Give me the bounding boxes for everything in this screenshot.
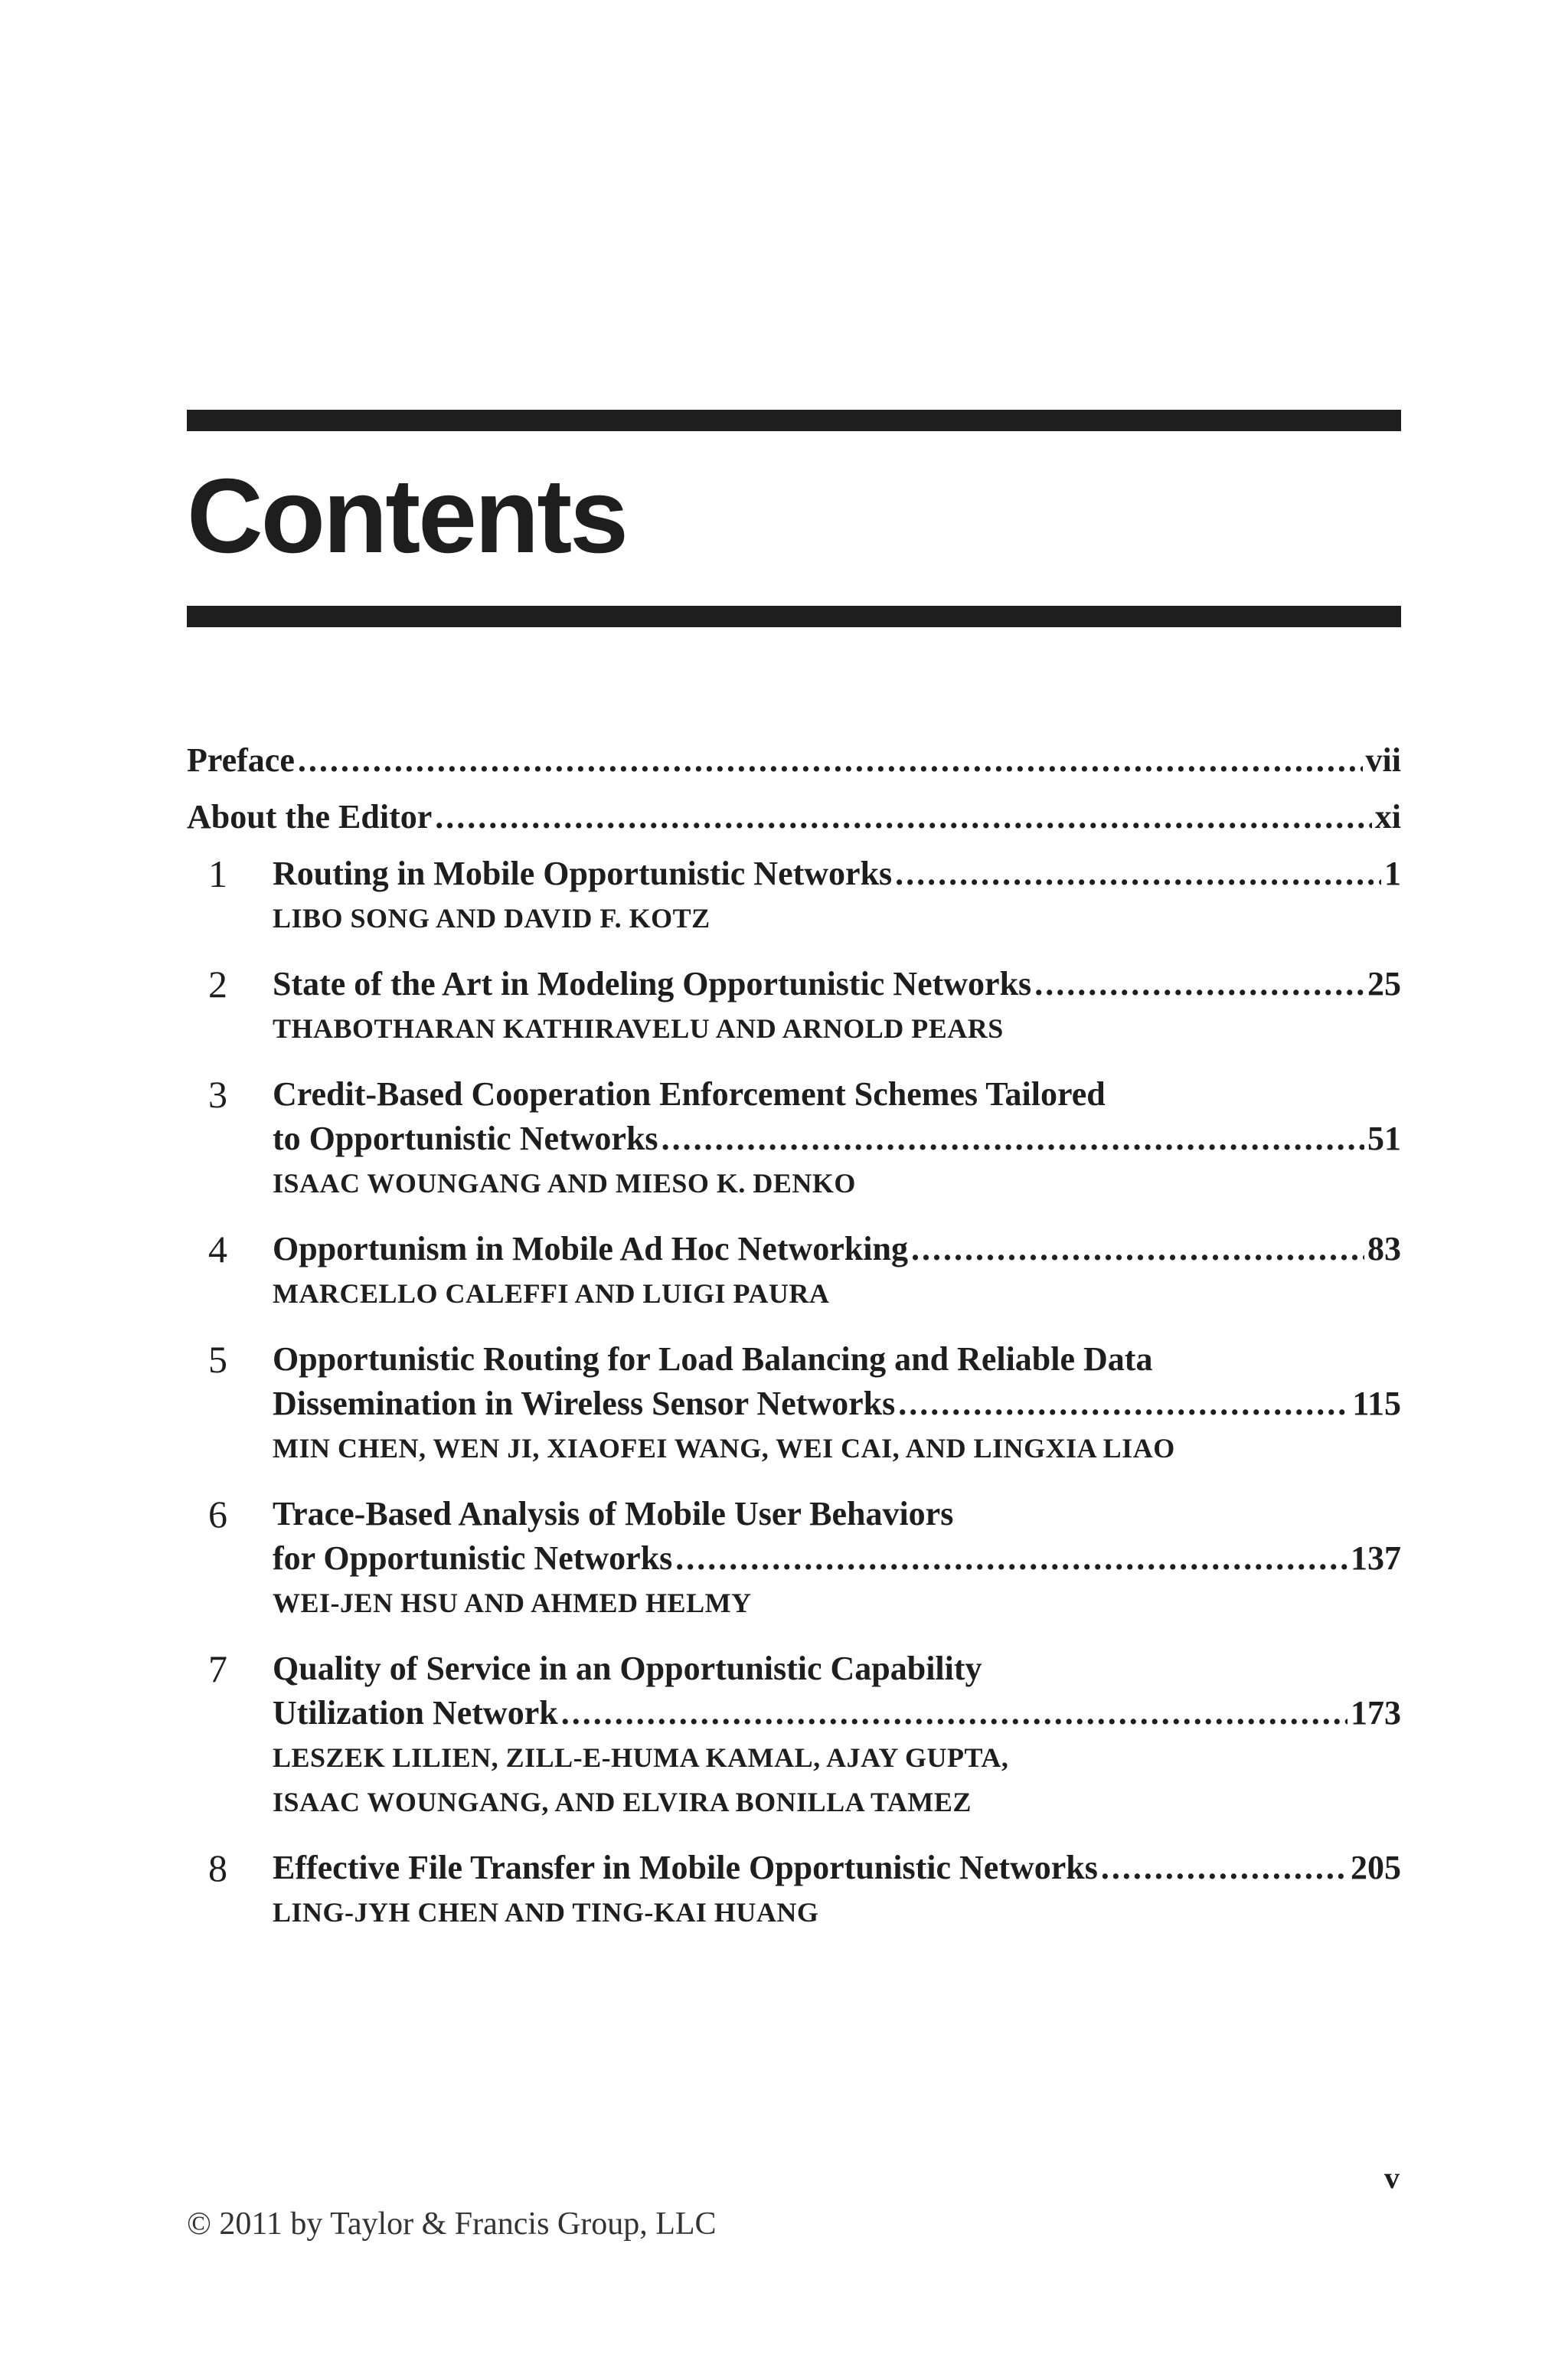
dot-leader — [898, 1382, 1349, 1426]
chapter-authors: ISAAC WOUNGANG, AND ELVIRA BONILLA TAMEZ — [273, 1787, 972, 1817]
page-number: 1 — [1384, 855, 1401, 892]
chapter-title: Credit-Based Cooperation Enforcement Schemes Tailored — [273, 1075, 1106, 1113]
toc-entry-preface[interactable] — [187, 738, 1401, 783]
chapter-title-line — [273, 1846, 1401, 1890]
dot-leader — [1101, 1846, 1348, 1890]
chapter-title-line — [273, 1536, 1401, 1581]
toc-chapter-entry[interactable] — [187, 1227, 1401, 1316]
chapter-title-line — [273, 1337, 1401, 1382]
page-title: Contents — [187, 457, 626, 575]
chapter-number: 5 — [208, 1338, 227, 1381]
toc-chapter-entry[interactable] — [187, 1647, 1401, 1824]
dot-leader — [561, 1691, 1348, 1735]
chapter-number: 4 — [208, 1228, 227, 1271]
toc-chapter-entry[interactable] — [187, 1072, 1401, 1205]
chapter-title: Utilization Network — [273, 1694, 558, 1732]
page-number: 173 — [1351, 1694, 1401, 1732]
chapter-title: State of the Art in Modeling Opportunistic Networks — [273, 965, 1032, 1002]
chapter-title-line — [273, 1382, 1401, 1426]
chapter-title-line — [273, 1117, 1401, 1161]
page-number: 83 — [1367, 1230, 1401, 1267]
chapter-title: Opportunism in Mobile Ad Hoc Networking — [273, 1230, 908, 1267]
page-number: 25 — [1367, 965, 1401, 1002]
chapter-title-line — [273, 1492, 1401, 1536]
chapter-authors: MIN CHEN, WEN JI, XIAOFEI WANG, WEI CAI, AND LINGXIA LIAO — [273, 1433, 1175, 1464]
title-rule-top — [187, 410, 1401, 431]
chapter-number: 8 — [208, 1846, 227, 1889]
chapter-number: 1 — [208, 852, 227, 895]
dot-leader — [895, 852, 1381, 896]
page-number: 51 — [1367, 1120, 1401, 1157]
chapter-authors: LIBO SONG AND DAVID F. KOTZ — [273, 903, 710, 934]
chapter-title: for Opportunistic Networks — [273, 1539, 673, 1577]
table-of-contents — [187, 738, 1401, 1935]
dot-leader — [911, 1227, 1364, 1271]
dot-leader — [1034, 962, 1364, 1006]
dot-leader — [675, 1536, 1348, 1581]
chapter-title: Dissemination in Wireless Sensor Networks — [273, 1385, 896, 1422]
chapter-authors: ISAAC WOUNGANG AND MIESO K. DENKO — [273, 1168, 856, 1199]
title-rule-bottom — [187, 606, 1401, 627]
toc-chapter-entry[interactable] — [187, 962, 1401, 1051]
page-number: 115 — [1352, 1385, 1401, 1422]
dot-leader — [662, 1117, 1364, 1161]
page-number: 137 — [1351, 1539, 1401, 1577]
chapter-title: Quality of Service in an Opportunistic Capability — [273, 1650, 982, 1687]
chapter-number: 6 — [208, 1493, 227, 1536]
chapter-authors: MARCELLO CALEFFI AND LUIGI PAURA — [273, 1278, 830, 1309]
chapter-title-line — [273, 1647, 1401, 1691]
chapter-title-line — [273, 1072, 1401, 1117]
chapter-title: Routing in Mobile Opportunistic Networks — [273, 855, 893, 892]
chapter-authors: WEI-JEN HSU AND AHMED HELMY — [273, 1588, 752, 1618]
toc-chapter-entry[interactable] — [187, 1846, 1401, 1935]
chapter-number: 7 — [208, 1647, 227, 1690]
page-number: 205 — [1351, 1849, 1401, 1886]
toc-entry-about-the-editor[interactable] — [187, 795, 1401, 839]
chapter-title: Effective File Transfer in Mobile Opportunistic Networks — [273, 1849, 1098, 1886]
chapter-title: to Opportunistic Networks — [273, 1120, 658, 1157]
chapter-authors: THABOTHARAN KATHIRAVELU AND ARNOLD PEARS — [273, 1013, 1004, 1044]
entry-title: Preface — [187, 741, 295, 779]
copyright-notice: © 2011 by Taylor & Francis Group, LLC — [187, 2206, 717, 2242]
dot-leader — [298, 738, 1363, 783]
toc-chapter-entry[interactable] — [187, 852, 1401, 940]
dot-leader — [435, 795, 1372, 839]
toc-chapter-entry[interactable] — [187, 1492, 1401, 1625]
chapter-title-line — [273, 852, 1401, 896]
chapter-authors: LING-JYH CHEN AND TING-KAI HUANG — [273, 1897, 819, 1928]
chapter-title-line — [273, 1691, 1401, 1735]
chapter-title: Trace-Based Analysis of Mobile User Behaviors — [273, 1495, 954, 1532]
chapter-authors: LESZEK LILIEN, ZILL-E-HUMA KAMAL, AJAY GUPTA, — [273, 1742, 1009, 1773]
chapter-number: 2 — [208, 963, 227, 1006]
entry-title: About the Editor — [187, 798, 433, 836]
chapter-title: Opportunistic Routing for Load Balancing and Reliable Data — [273, 1340, 1153, 1378]
toc-chapter-entry[interactable] — [187, 1337, 1401, 1470]
chapter-list — [187, 852, 1401, 1935]
page-number: vii — [1365, 741, 1401, 779]
page-folio: v — [1384, 2160, 1400, 2195]
chapter-title-line — [273, 962, 1401, 1006]
page-number: xi — [1374, 798, 1401, 836]
chapter-number: 3 — [208, 1073, 227, 1116]
chapter-title-line — [273, 1227, 1401, 1271]
